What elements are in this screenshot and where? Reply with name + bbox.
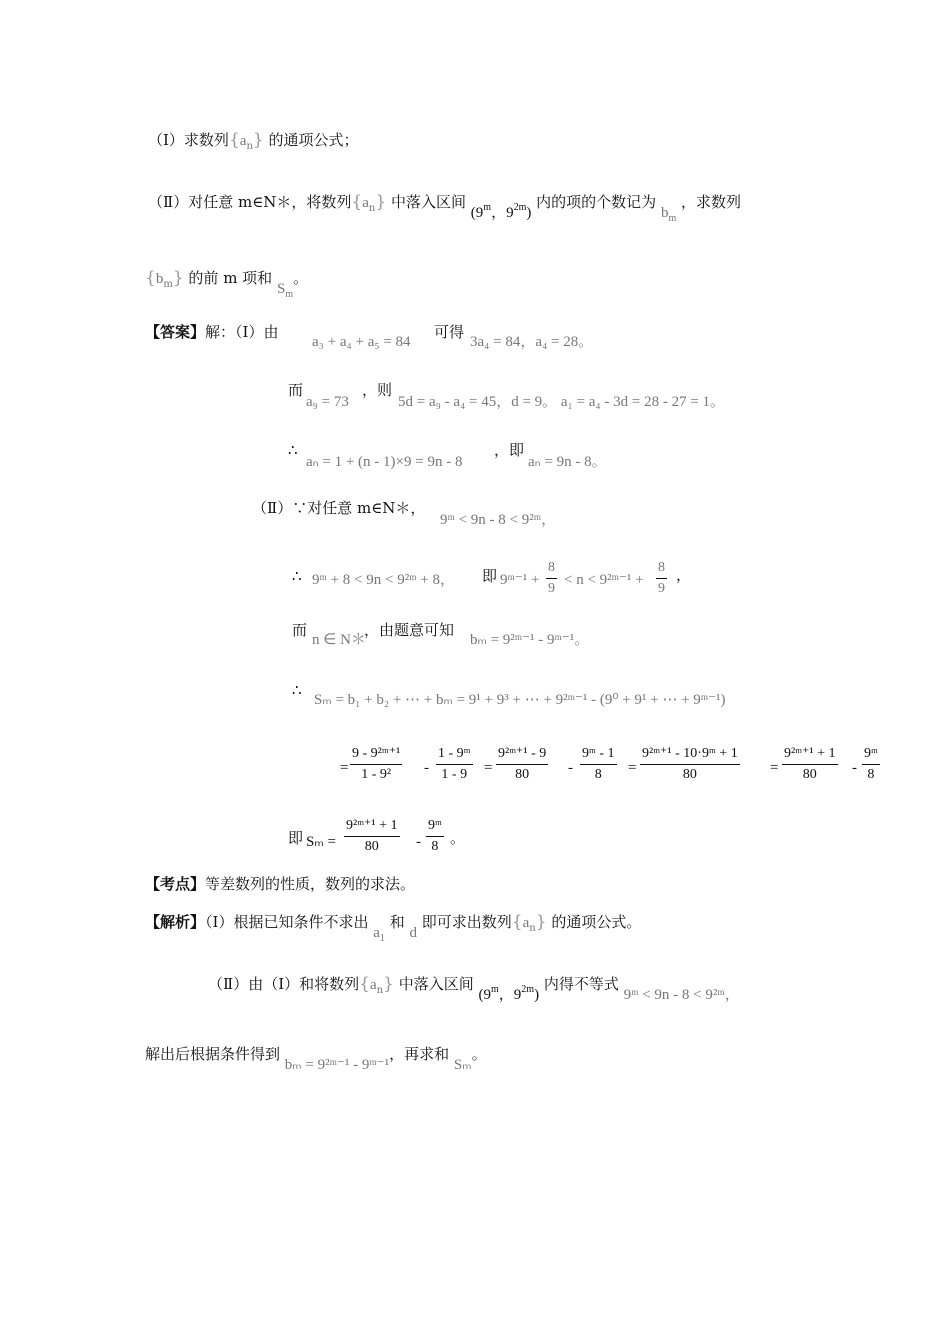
jiexi3-end: 。 [471, 1045, 487, 1063]
op-minus-final: - [416, 834, 421, 850]
q2-mid: 中落入区间 [390, 193, 466, 211]
jiexi1-he: 和 [389, 913, 405, 931]
seq-a: a [369, 977, 377, 993]
ans3-res: aₙ = 9n - 8。 [528, 454, 607, 470]
seq-a: a [362, 195, 369, 211]
q1-text: （Ⅰ）求数列 [148, 131, 229, 149]
jiexi2-mid: 中落入区间 [398, 975, 474, 993]
frac-num: 9ᵐ [426, 816, 444, 837]
ans1-eq: a₃ + a₄ + a₅ = 84 [312, 334, 411, 350]
q2-interval: (9$^m$，$9^{2m}$) [470, 202, 532, 221]
left-brace: { [511, 912, 523, 932]
ans3-eq: aₙ = 1 + (n - 1)×9 = 9n - 8 [306, 454, 463, 470]
fraction-7 [862, 744, 880, 785]
ans6-er: 而 [292, 621, 308, 639]
fraction-final-1 [344, 816, 400, 857]
ans9-end: 。 [450, 829, 466, 847]
jiexi1-tail: 即可求出数列 [421, 913, 512, 931]
jiexi1-text: （Ⅰ）根据已知条件不求出 [205, 913, 369, 931]
jiexi-d: d [409, 925, 417, 941]
frac-den: 80 [802, 767, 817, 782]
frac-num: 9 - 9²ᵐ⁺¹ [350, 744, 402, 765]
fraction-6 [782, 744, 838, 785]
question-2-cont: $\{b_m\}$ 的前 m 项和 $S_m$。 [145, 268, 309, 300]
op-minus-3: - [852, 760, 857, 776]
fraction-3 [496, 744, 548, 785]
left-brace: { [351, 192, 363, 212]
left-brace: { [359, 974, 370, 994]
left-brace: { [145, 268, 156, 288]
ans6-mid: ，由题意可知 [364, 621, 455, 639]
ans4-lbl: （Ⅱ）∵对任意 m∈N＊， [252, 499, 426, 517]
a-letter: a [373, 925, 380, 941]
jiexi2-tail: 内得不等式 [543, 975, 619, 993]
frac-num: 9ᵐ [862, 744, 880, 765]
jiexi3-text: 解出后根据条件得到 [145, 1045, 281, 1063]
frac-num: 9²ᵐ⁺¹ - 10·9ᵐ + 1 [640, 744, 740, 765]
op-eq-2: = [484, 760, 493, 776]
fraction-8-9-b [656, 558, 667, 599]
frac-den: 1 - 9 [441, 767, 468, 782]
q3-tail: 的前 m 项和 [188, 269, 273, 287]
frac-den: 8 [431, 839, 439, 854]
ans3-ji: ，即 [494, 441, 525, 459]
fraction-4 [580, 744, 617, 785]
frac-num: 8 [656, 558, 667, 579]
jiexi3-mid: ，再求和 [389, 1045, 450, 1063]
q1-tail: 的通项公式； [268, 131, 359, 149]
right-brace: } [375, 192, 387, 212]
fraction-final-2 [426, 816, 444, 857]
ans4-eq: 9ᵐ < 9n - 8 < 9²ᵐ， [440, 512, 557, 528]
ans5-ji: 即 [482, 567, 498, 585]
jiexi2-interval: (9$^m$，$9^{2m}$) [478, 984, 540, 1003]
frac-den: 80 [364, 839, 379, 854]
q2-tail: 内的项的个数记为 [536, 193, 657, 211]
ans7-eq: Sₘ = b₁ + b₂ + ⋯ + bₘ = 9¹ + 9³ + ⋯ + 9²ᵐ⁻¹ - (9⁰ + 9¹ + ⋯ + 9ᵐ⁻¹) [314, 692, 726, 708]
question-2 [148, 188, 742, 224]
fraction-8-9-a [546, 558, 557, 599]
frac-num: 9²ᵐ⁺¹ + 1 [782, 744, 838, 765]
op-eq-4: = [770, 760, 779, 776]
s-letter: S [276, 281, 286, 297]
frac-den: 80 [682, 767, 697, 782]
jiexi-line-2 [208, 970, 740, 1001]
frac-den: 9 [658, 581, 665, 596]
interval-mid: ，9 [491, 205, 514, 221]
op-minus-2: - [568, 760, 573, 776]
frac-num: 9²ᵐ⁺¹ + 1 [344, 816, 400, 837]
frac-num: 9ᵐ - 1 [580, 744, 617, 765]
ans5-so: ∴ [292, 567, 302, 585]
ans6-n: n ∈ N＊ [312, 632, 366, 648]
ans5-eq: 9ᵐ + 8 < 9n < 9²ᵐ + 8， [312, 572, 455, 588]
jiexi3-s: Sₘ [453, 1057, 472, 1073]
ans1-mid: 可得 [434, 323, 465, 341]
frac-num: 8 [546, 558, 557, 579]
seq-b: b [155, 271, 164, 287]
interval-open: (9 [470, 205, 484, 221]
ans2-ze: ，则 [362, 381, 393, 399]
seq-a-sub: n [529, 923, 536, 934]
q2-b: $b_m$ [660, 205, 677, 224]
jiexi3-b: bₘ = 9²ᵐ⁻¹ - 9ᵐ⁻¹ [284, 1057, 390, 1073]
frac-den: 9 [548, 581, 555, 596]
q2-end: ，求数列 [681, 193, 742, 211]
fraction-1 [350, 744, 402, 785]
kaodian-text: 等差数列的性质，数列的求法。 [205, 875, 416, 893]
seq-a: a [239, 133, 247, 149]
frac-num: 9²ᵐ⁺¹ - 9 [496, 744, 548, 765]
left-brace: { [228, 130, 240, 150]
fraction-5 [640, 744, 740, 785]
seq-a-sub: n [376, 985, 384, 996]
jiexi2-ineq: 9ᵐ < 9n - 8 < 9²ᵐ， [623, 987, 740, 1003]
answer-jie: 解：（Ⅰ）由 [205, 323, 279, 341]
right-brace: } [252, 130, 264, 150]
ans7-so: ∴ [292, 681, 302, 699]
answer-label: 【答案】 [145, 323, 206, 341]
ans1-res: 3a₄ = 84，a₄ = 28。 [470, 334, 594, 350]
ans2-a9: a₉ = 73 [306, 394, 349, 410]
ans2-er: 而 [288, 381, 304, 399]
seq-a: a [522, 915, 530, 931]
interval-mid: ，9 [498, 987, 522, 1003]
frac-den: 8 [867, 767, 875, 782]
jiexi-a1: $a_1$ [373, 925, 385, 944]
ans2-eq: 5d = a₉ - a₄ = 45，d = 9。 a₁ = a₄ - 3d = 28 - 27 = 1。 [398, 394, 726, 410]
ans5-eq2c: ， [676, 568, 692, 584]
question-1 [148, 130, 359, 157]
interval-open: (9 [478, 987, 491, 1003]
fraction-2 [436, 744, 473, 785]
ans5-eq2a: 9ᵐ⁻¹ + [500, 572, 540, 588]
jiexi-line-1 [145, 912, 642, 944]
jiexi-line-3 [145, 1044, 487, 1073]
frac-den: 1 - 9² [361, 767, 392, 782]
ans8-eq: = [340, 760, 349, 776]
right-brace: } [172, 268, 184, 288]
q2-text: （Ⅱ）对任意 m∈N＊，将数列 [148, 193, 352, 211]
frac-num: 1 - 9ᵐ [436, 744, 473, 765]
kaodian-line [145, 874, 415, 894]
ans5-eq2b: < n < 9²ᵐ⁻¹ + [564, 572, 644, 588]
right-brace: } [383, 974, 394, 994]
ans9-s: Sₘ = [306, 834, 336, 850]
answer-line-1 [145, 322, 278, 342]
jiexi2-text: （Ⅱ）由（Ⅰ）和将数列 [208, 975, 360, 993]
frac-den: 8 [594, 767, 602, 782]
ans9-ji: 即 [288, 829, 304, 847]
kaodian-label: 【考点】 [145, 875, 206, 893]
jiexi-label: 【解析】 [145, 913, 206, 931]
ans6-b: bₘ = 9²ᵐ⁻¹ - 9ᵐ⁻¹。 [470, 632, 590, 648]
frac-den: 80 [515, 767, 530, 782]
sum-s: $S_m$ [276, 281, 294, 300]
b-letter: b [660, 205, 669, 221]
right-brace: } [535, 912, 547, 932]
ans3-so: ∴ [288, 441, 298, 459]
jiexi1-end: 的通项公式。 [551, 913, 642, 931]
op-eq-3: = [628, 760, 637, 776]
seq-a-sub: n [246, 141, 253, 152]
op-minus-1: - [424, 760, 429, 776]
seq-a-sub: n [368, 203, 376, 214]
